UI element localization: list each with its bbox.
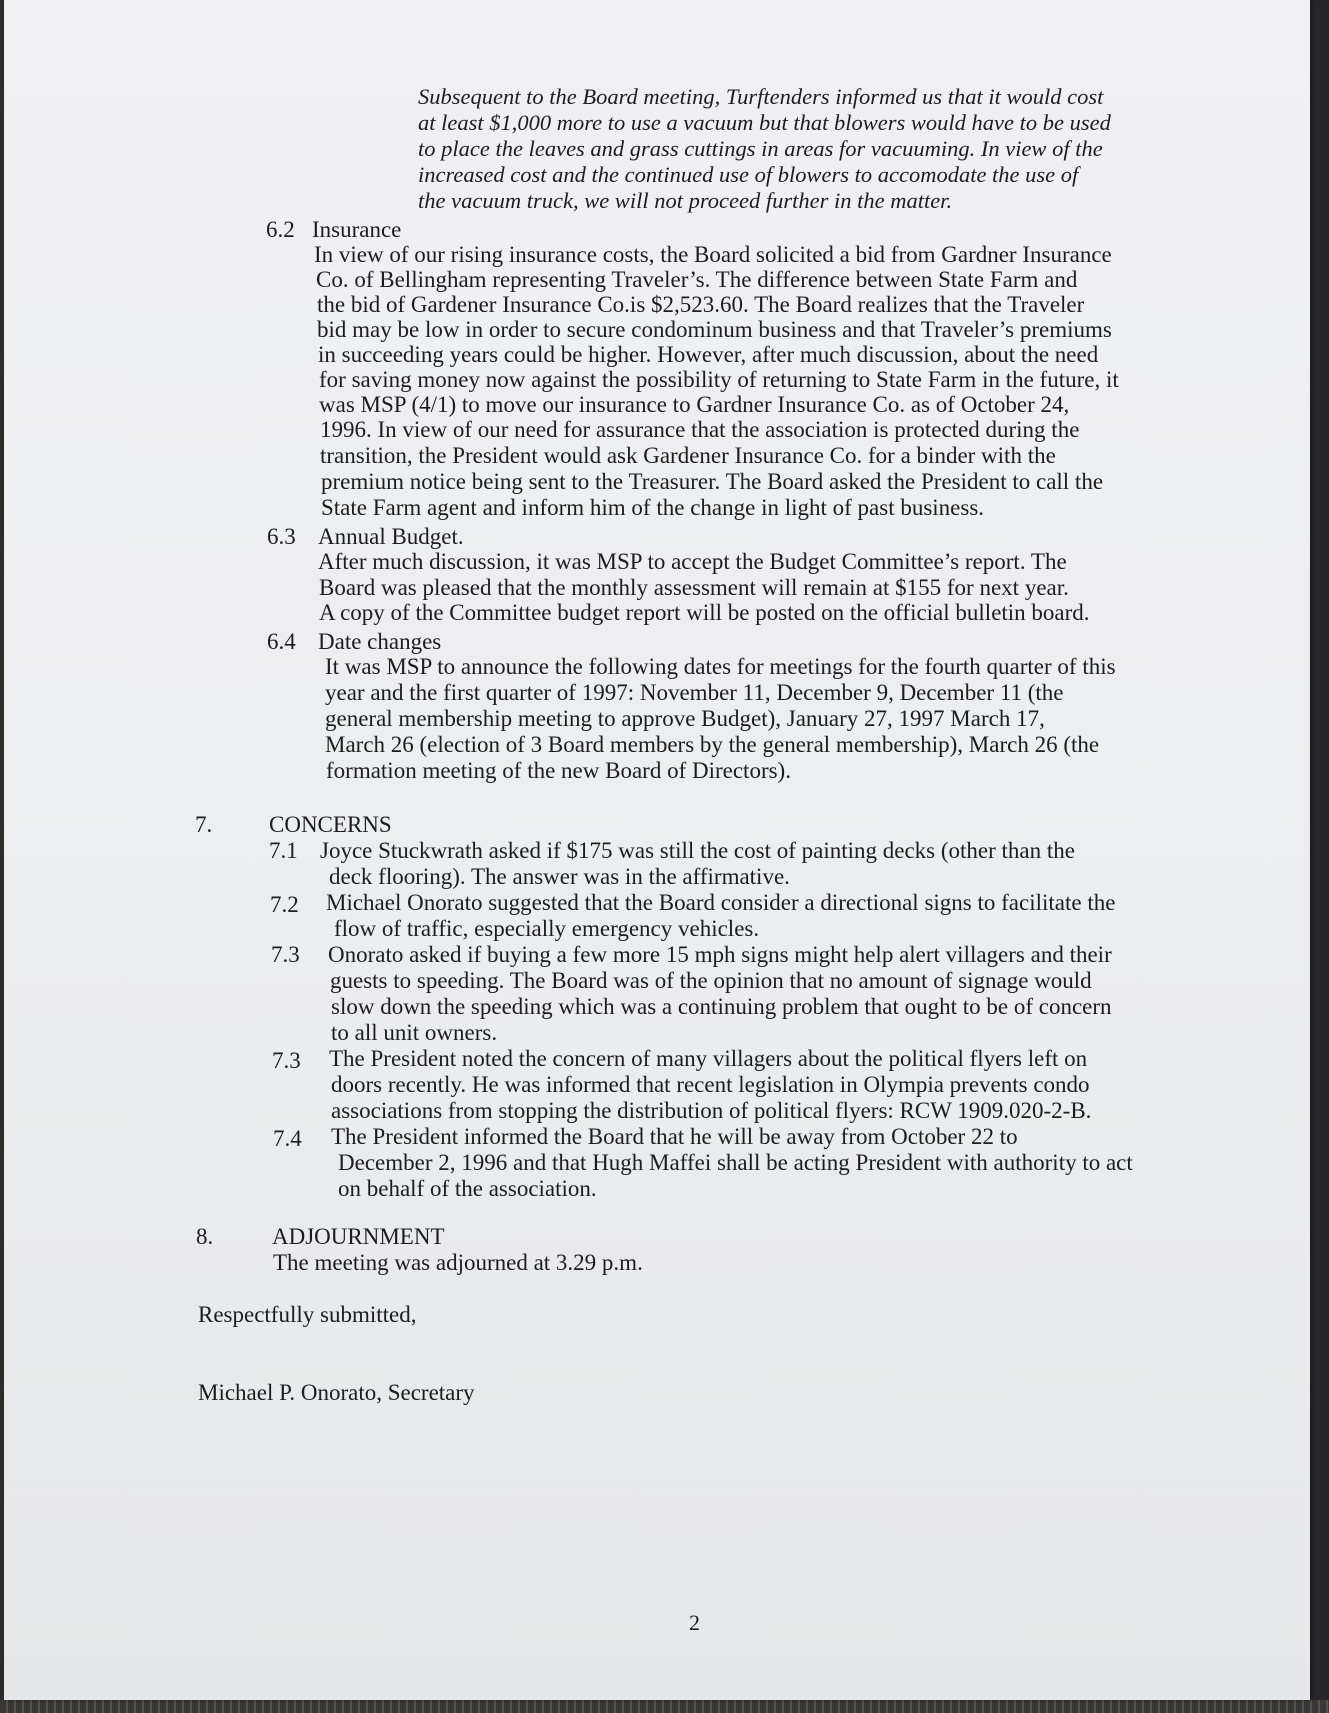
item-line: A copy of the Committee budget report will be posted on the official bulletin board.: [319, 600, 1090, 625]
item-line: After much discussion, it was MSP to accept the Budget Committee’s report. The: [318, 549, 1067, 574]
page-number: 2: [689, 1610, 700, 1635]
item-line: State Farm agent and inform him of the change in light of past business.: [321, 495, 985, 520]
item-line: In view of our rising insurance costs, the Board solicited a bid from Gardner Insurance: [314, 242, 1112, 267]
item-number: 7.4: [273, 1126, 302, 1151]
intro-line: Subsequent to the Board meeting, Turftenders informed us that it would cost: [418, 84, 1104, 109]
item-line: was MSP (4/1) to move our insurance to Gardner Insurance Co. as of October 24,: [319, 392, 1070, 417]
item-line: associations from stopping the distribution of political flyers: RCW 1909.020-2-B.: [331, 1098, 1092, 1123]
item-line: general membership meeting to approve Budget), January 27, 1997 March 17,: [325, 706, 1045, 731]
item-line: It was MSP to announce the following dates for meetings for the fourth quarter of this: [325, 654, 1116, 679]
signature: Michael P. Onorato, Secretary: [198, 1380, 475, 1405]
intro-line: increased cost and the continued use of blowers to accomodate the use of: [418, 162, 1079, 187]
item-line: to all unit owners.: [331, 1020, 498, 1045]
section-heading: ADJOURNMENT: [272, 1224, 445, 1249]
item-line: 1996. In view of our need for assurance that the association is protected during the: [320, 417, 1080, 442]
item-line: premium notice being sent to the Treasurer. The Board asked the President to call the: [321, 469, 1104, 494]
item-line: Co. of Bellingham representing Traveler’s. The difference between State Farm and: [316, 267, 1078, 292]
item-number: 7.3: [271, 942, 300, 967]
item-line: deck flooring). The answer was in the affirmative.: [329, 864, 790, 889]
item-line: for saving money now against the possibility of returning to State Farm in the future, it: [319, 367, 1119, 392]
item-line: The President noted the concern of many villagers about the political flyers left on: [329, 1046, 1088, 1071]
section-heading: CONCERNS: [269, 812, 392, 837]
item-number: 7.2: [270, 892, 299, 917]
closing-text: Respectfully submitted,: [198, 1302, 417, 1327]
item-line: March 26 (election of 3 Board members by the general membership), March 26 (the: [325, 732, 1100, 757]
item-heading: Annual Budget.: [318, 524, 464, 549]
item-line: doors recently. He was informed that recent legislation in Olympia prevents condo: [331, 1072, 1090, 1097]
item-line: the bid of Gardener Insurance Co.is $2,523.60. The Board realizes that the Traveler: [317, 292, 1085, 317]
item-line: The President informed the Board that he will be away from October 22 to: [331, 1124, 1018, 1149]
section-number: 7.: [195, 812, 213, 837]
binder-edge-right: [1310, 0, 1329, 1713]
item-line: formation meeting of the new Board of Directors).: [326, 758, 791, 783]
item-line: slow down the speeding which was a continuing problem that ought to be of concern: [331, 994, 1112, 1019]
adjournment-text: The meeting was adjourned at 3.29 p.m.: [273, 1250, 643, 1275]
item-heading: Date changes: [318, 629, 442, 654]
item-number: 7.1: [269, 838, 298, 863]
item-line: guests to speeding. The Board was of the opinion that no amount of signage would: [330, 968, 1092, 993]
document-page: [4, 0, 1310, 1700]
item-line: flow of traffic, especially emergency vehicles.: [334, 916, 760, 941]
binder-edge-bottom: [0, 1700, 1329, 1713]
item-number: 6.4: [267, 629, 296, 654]
section-number: 8.: [196, 1224, 214, 1249]
item-line: Michael Onorato suggested that the Board consider a directional signs to facilitate the: [326, 890, 1116, 915]
item-number: 6.3: [267, 524, 296, 549]
item-line: Onorato asked if buying a few more 15 mph signs might help alert villagers and their: [328, 942, 1112, 967]
item-number: 6.2: [266, 217, 295, 242]
item-line: December 2, 1996 and that Hugh Maffei shall be acting President with authority to act: [338, 1150, 1133, 1175]
item-line: in succeeding years could be higher. However, after much discussion, about the need: [318, 342, 1099, 367]
intro-line: at least $1,000 more to use a vacuum but that blowers would have to be used: [418, 110, 1111, 135]
item-line: Board was pleased that the monthly assessment will remain at $155 for next year.: [319, 575, 1069, 600]
item-line: transition, the President would ask Gardener Insurance Co. for a binder with the: [320, 443, 1056, 468]
item-heading: Insurance: [312, 217, 402, 242]
item-line: bid may be low in order to secure condominum business and that Traveler’s premiums: [317, 317, 1112, 342]
item-line: year and the first quarter of 1997: November 11, December 9, December 11 (the: [325, 680, 1064, 705]
intro-line: to place the leaves and grass cuttings in areas for vacuuming. In view of the: [418, 136, 1103, 161]
item-number: 7.3: [272, 1048, 301, 1073]
item-line: on behalf of the association.: [338, 1176, 597, 1201]
intro-line: the vacuum truck, we will not proceed further in the matter.: [418, 188, 953, 213]
item-line: Joyce Stuckwrath asked if $175 was still the cost of painting decks (other than the: [320, 838, 1075, 863]
